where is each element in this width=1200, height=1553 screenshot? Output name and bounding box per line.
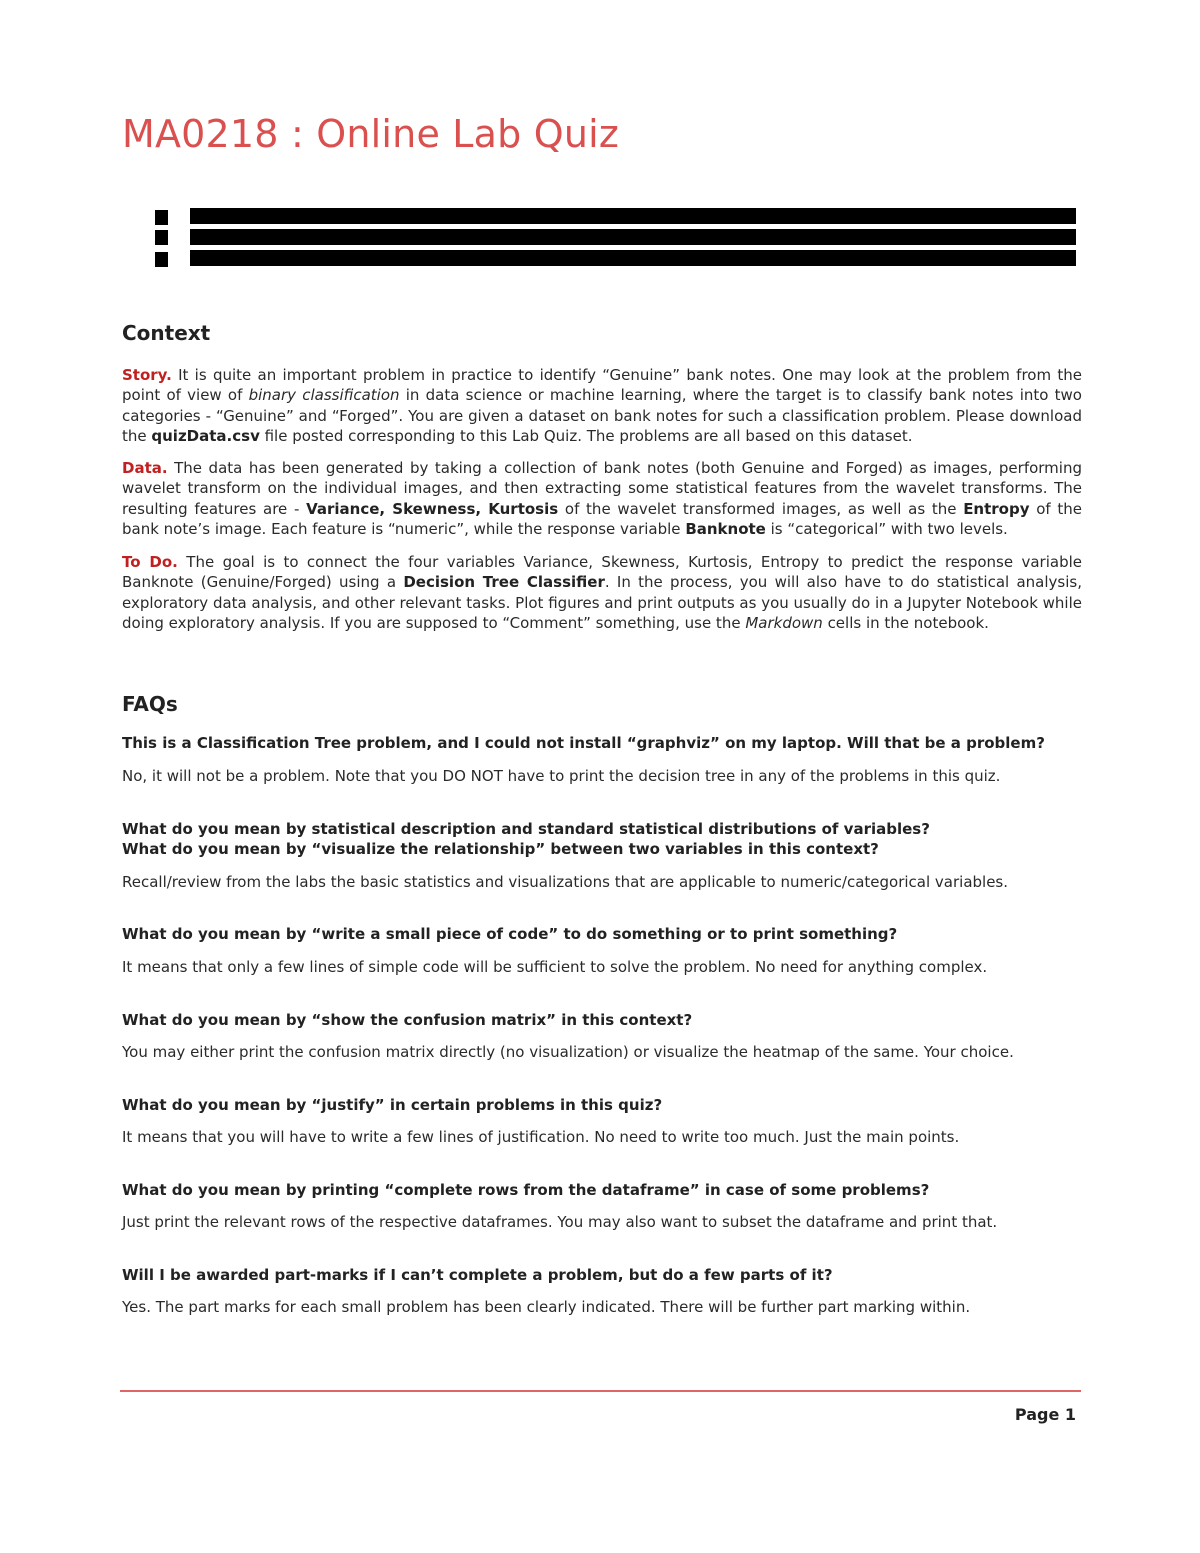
faq-answer: Recall/review from the labs the basic statistics and visualizations that are applicable to numeric/categorical variables. (122, 873, 1009, 891)
faq-question: What do you mean by statistical description and standard statistical distributions of variables? (122, 820, 930, 838)
footer-rule (120, 1390, 1081, 1392)
feature-skewness: Skewness (392, 499, 476, 518)
feature-separator: , (379, 499, 393, 518)
redaction-square (155, 230, 168, 245)
story-text: It is quite an important problem in practice to identify “Genuine” bank notes. One may look at the problem from the point of view of (122, 366, 1082, 405)
faq-question: Will I be awarded part-marks if I can’t complete a problem, but do a few parts of it? (122, 1266, 833, 1284)
story-text: file posted corresponding to this Lab Quiz. The problems are all based on this dataset. (259, 427, 913, 446)
faq-answer: Just print the relevant rows of the respective dataframes. You may also want to subset the dataframe and print that. (122, 1213, 998, 1231)
feature-kurtosis: Kurtosis (488, 499, 559, 518)
redaction-square (155, 252, 168, 267)
faq-answer: No, it will not be a problem. Note that you DO NOT have to print the decision tree in any of the problems in this quiz. (122, 767, 1001, 785)
data-lead: Data. (122, 459, 168, 477)
story-paragraph (122, 365, 1082, 447)
faq-question: What do you mean by “justify” in certain problems in this quiz? (122, 1096, 663, 1114)
redaction-bar (190, 208, 1076, 224)
redaction-square (155, 210, 168, 225)
faq-answer: You may either print the confusion matrix directly (no visualization) or visualize the heatmap of the same. Your choice. (122, 1043, 1014, 1061)
data-text: of the wavelet transformed images, as well as the (558, 499, 964, 518)
faq-question: What do you mean by “show the confusion matrix” in this context? (122, 1011, 693, 1029)
todo-paragraph (122, 552, 1082, 634)
context-heading: Context (122, 321, 211, 345)
story-italic-term: binary classification (248, 386, 400, 405)
faq-answer: It means that you will have to write a few lines of justification. No need to write too much. Just the main points. (122, 1128, 960, 1146)
data-text: The data has been generated by taking a collection of bank notes (both Genuine and Forged) as images, performing wavelet transform on the individual images, and then extracting some statistical features from the wavelet transforms. The resulting features are - (122, 459, 1082, 518)
file-name: quizData.csv (151, 427, 260, 446)
data-text: is “categorical” with two levels. (765, 520, 1008, 539)
feature-separator: , (475, 499, 489, 518)
todo-text: cells in the notebook. (822, 614, 989, 633)
faq-question: What do you mean by printing “complete rows from the dataframe” in case of some problems? (122, 1181, 930, 1199)
data-paragraph (122, 458, 1082, 540)
faq-answer: It means that only a few lines of simple code will be sufficient to solve the problem. No need for anything complex. (122, 958, 988, 976)
redaction-bar (190, 229, 1076, 245)
todo-text: . In the process, you will also have to do statistical analysis, exploratory data analysis, and other relevant tasks. Plot figures and print outputs as you usually do in a Jupyter Notebook while doing exploratory analysis. If you are supposed to “Comment” something, use the (122, 573, 1082, 633)
feature-banknote: Banknote (685, 520, 766, 539)
faq-answer: Yes. The part marks for each small problem has been clearly indicated. There will be further part marking within. (122, 1298, 971, 1316)
feature-variance: Variance (306, 499, 380, 518)
data-text: of the bank note’s image. Each feature is “numeric”, while the response variable (122, 499, 1082, 539)
todo-lead: To Do. (122, 553, 178, 571)
feature-entropy: Entropy (963, 499, 1030, 518)
todo-text: The goal is to connect the four variables Variance, Skewness, Kurtosis, Entropy to predict the response variable Banknote (Genuine/Forged) using a (122, 553, 1082, 592)
story-text: in data science or machine learning, where the target is to classify bank notes into two categories - “Genuine” and “Forged”. You are given a dataset on bank notes for such a classification problem. Please download the (122, 386, 1082, 446)
faq-question: This is a Classification Tree problem, and I could not install “graphviz” on my laptop. Will that be a problem? (122, 734, 1045, 752)
faqs-heading: FAQs (122, 692, 178, 716)
classifier-name: Decision Tree Classifier (403, 573, 605, 592)
page-title: MA0218 : Online Lab Quiz (122, 112, 620, 156)
faq-question: What do you mean by “visualize the relationship” between two variables in this context? (122, 840, 879, 858)
page-number: Page 1 (1014, 1405, 1076, 1424)
story-lead: Story. (122, 366, 172, 384)
markdown-term: Markdown (745, 614, 823, 633)
redaction-bar (190, 250, 1076, 266)
faq-question: What do you mean by “write a small piece of code” to do something or to print something? (122, 925, 898, 943)
